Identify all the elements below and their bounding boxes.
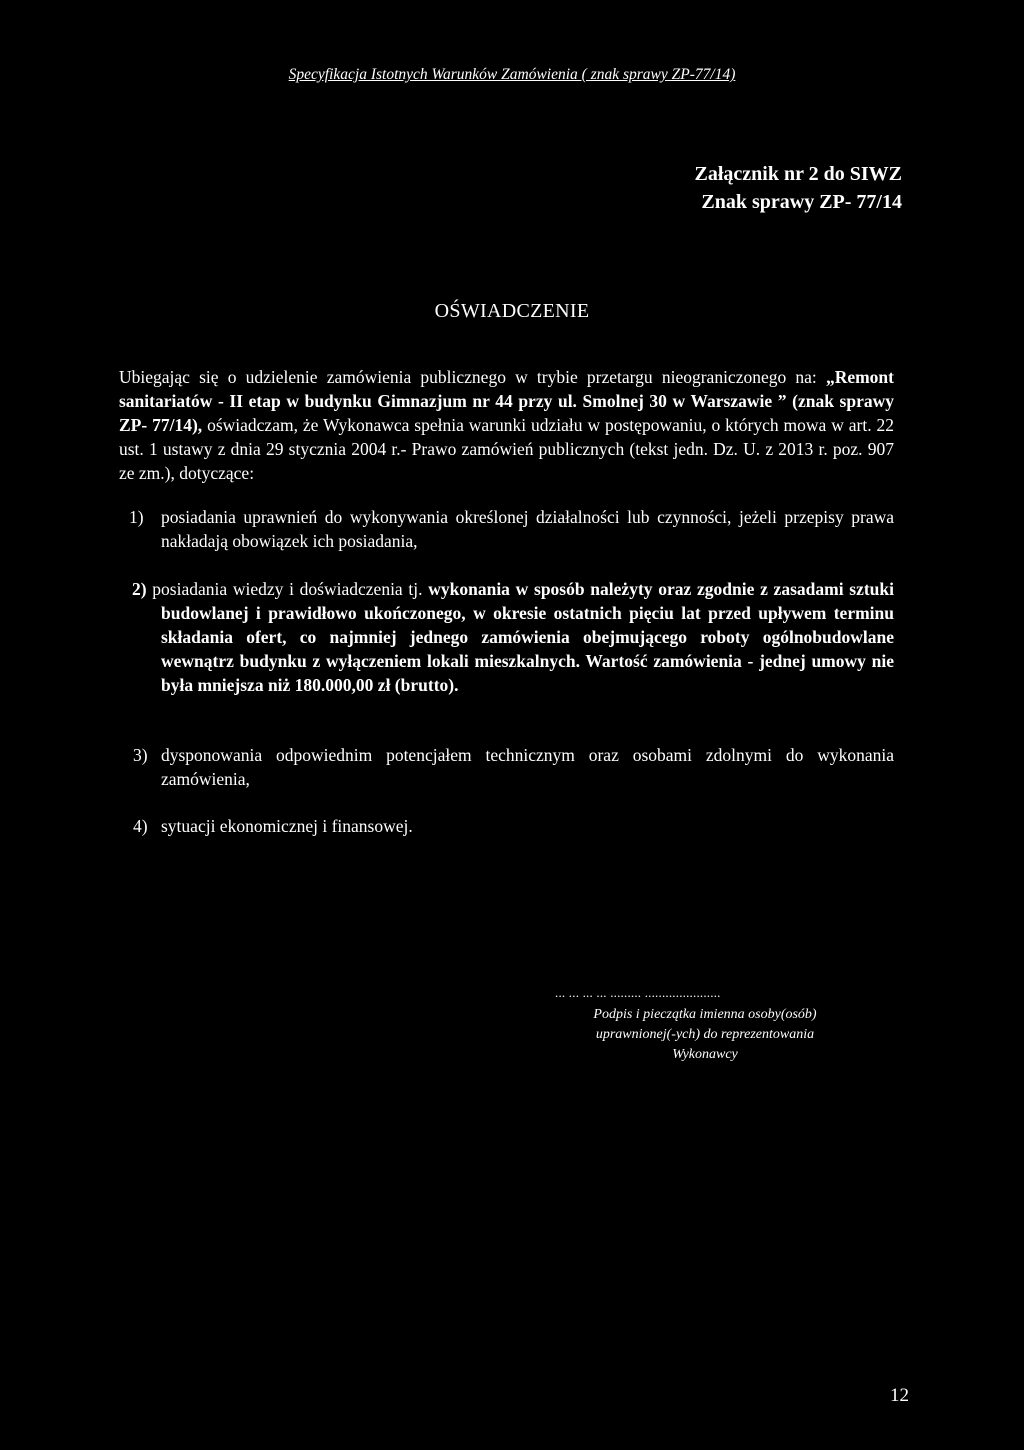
- signature-caption: [555, 1005, 855, 1065]
- condition-item-1: [129, 505, 894, 553]
- signature-line: ... ... ... ... ......... ......................: [555, 985, 721, 1000]
- condition-item-3: [133, 743, 894, 791]
- item-text-plain: posiadania wiedzy i doświadczenia tj.: [152, 579, 429, 599]
- attachment-info: [695, 160, 902, 216]
- page-number: 12: [890, 1385, 909, 1406]
- condition-item-2: [132, 577, 894, 697]
- item-text: [132, 577, 895, 697]
- document-title: OŚWIADCZENIE: [434, 300, 590, 322]
- signature-caption-line-3: Wykonawcy: [672, 1047, 738, 1062]
- intro-paragraph: [119, 365, 894, 485]
- item-number: 2): [132, 579, 147, 599]
- intro-text-start: Ubiegając się o udzielenie zamówienia publicznego w trybie przetargu nieograniczonego na:: [119, 367, 826, 387]
- signature-caption-line-2: uprawnionej(-ych) do reprezentowania: [595, 1027, 815, 1042]
- item-text-bold: wykonania w sposób należyty oraz zgodnie z zasadami sztuki budowlanej i prawidłowo ukończonego, w okresie ostatnich pięciu lat przed upływem terminu składania ofert, co najmniej jednego zamówienia obejmującego roboty ogólnobudowlane wewnątrz budynku z wyłączeniem lokali mieszkalnych. Wartość zamówienia - jednej umowy nie była mniejsza niż 180.000,00 zł (brutto).: [161, 579, 895, 695]
- item-text: posiadania uprawnień do wykonywania określonej działalności lub czynności, jeżeli przepisy prawa nakładają obowiązek ich posiadania,: [161, 507, 894, 551]
- attachment-number: Załącznik nr 2 do SIWZ: [694, 163, 902, 185]
- signature-caption-line-1: Podpis i pieczątka imienna osoby(osób): [593, 1007, 817, 1022]
- item-text: sytuacji ekonomicznej i finansowej.: [161, 816, 413, 836]
- intro-project-name: „Remont sanitariatów - II etap w budynku Gimnazjum nr 44 przy ul. Smolnej 30 w Warszawie ” (znak sprawy ZP- 77/14),: [119, 367, 894, 435]
- item-number: 3): [133, 745, 148, 765]
- case-reference: Znak sprawy ZP- 77/14: [701, 191, 902, 213]
- item-number: 4): [133, 816, 148, 836]
- condition-item-4: [133, 814, 894, 838]
- intro-text-end: oświadczam, że Wykonawca spełnia warunki udziału w postępowaniu, o których mowa w art. 22 ust. 1 ustawy z dnia 29 stycznia 2004 r.- Prawo zamówień publicznych (tekst jedn. Dz. U. z 2013 r. poz. 907 ze zm.), dotyczące:: [119, 415, 894, 483]
- item-text: dysponowania odpowiednim potencjałem technicznym oraz osobami zdolnymi do wykonania zamówienia,: [161, 745, 894, 789]
- document-header: Specyfikacja Istotnych Warunków Zamówienia ( znak sprawy ZP-77/14): [288, 66, 736, 83]
- item-number: 1): [129, 507, 144, 527]
